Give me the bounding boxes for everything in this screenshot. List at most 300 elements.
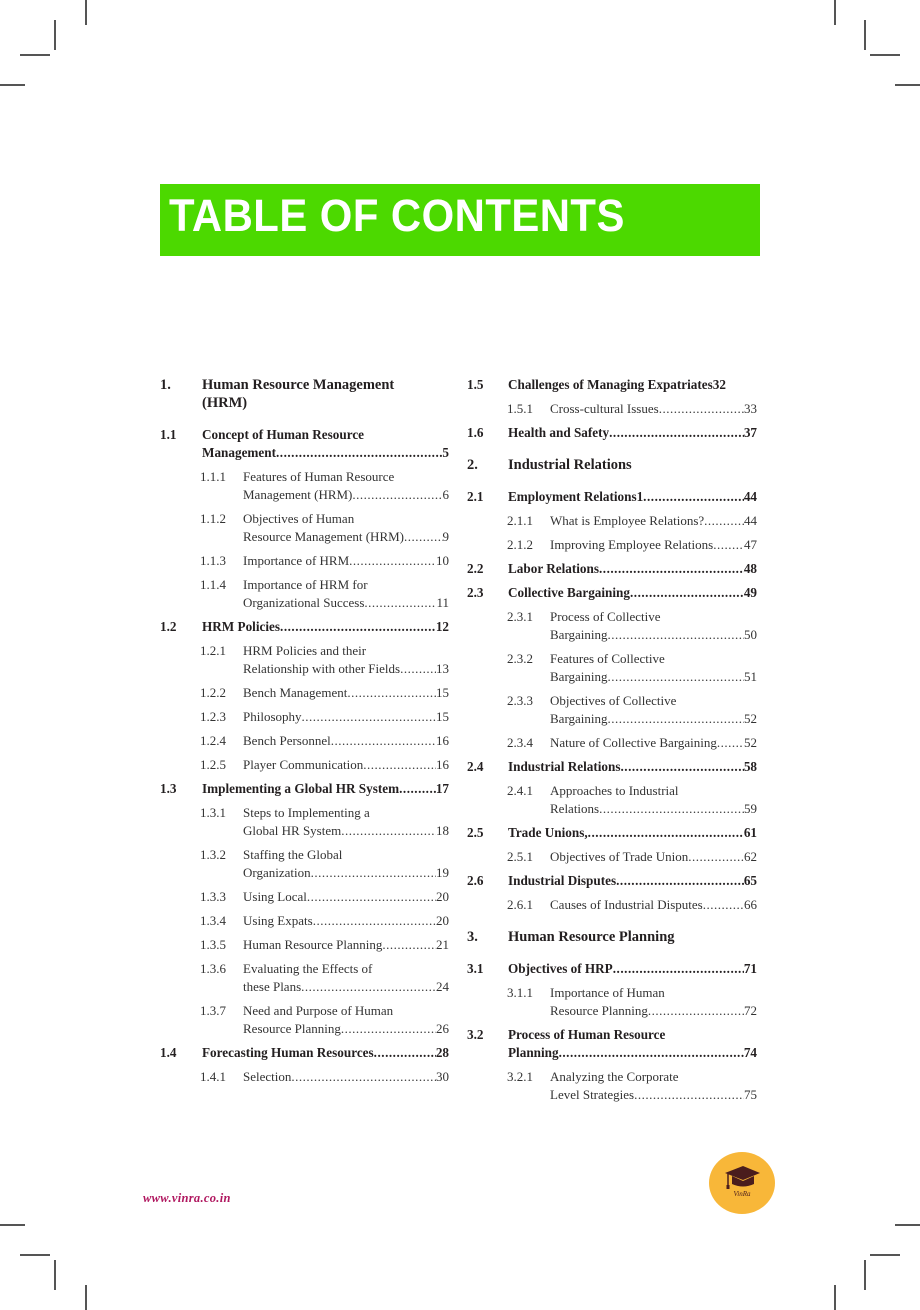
toc-title-line: Need and Purpose of Human [243,1003,394,1018]
toc-title-line: Human Resource Planning [243,937,383,952]
dot-leader [301,978,436,996]
toc-number: 1.1.2 [200,511,226,526]
page-number: 32 [712,377,726,392]
toc-number: 3.1.1 [507,985,533,1000]
dot-leader [341,1020,436,1038]
dot-leader [634,1086,744,1104]
dot-leader [659,400,744,418]
page-number: 19 [436,865,449,880]
toc-section[interactable] [160,618,449,636]
toc-column-right [467,376,757,1110]
dot-leader [703,896,744,914]
toc-title-line: Health and Safety [508,425,610,440]
page-number: 12 [435,619,449,634]
toc-title-line: Features of Human Resource [243,469,395,484]
toc-title [550,1068,757,1104]
toc-title-line: Objectives of Collective [550,693,677,708]
toc-title-line: Collective Bargaining [508,585,630,600]
dot-leader [374,1044,436,1062]
toc-section[interactable] [467,584,757,602]
page-number: 72 [744,1003,757,1018]
toc-number: 1.3.6 [200,961,226,976]
toc-title [550,650,757,686]
toc-subsection[interactable] [160,684,449,702]
page-number: 30 [436,1069,449,1084]
toc-subsection[interactable] [160,708,449,726]
graduation-cap-icon [723,1164,761,1190]
toc-section[interactable] [160,1044,449,1062]
toc-number: 3.2.1 [507,1069,533,1084]
toc-number: 2.1 [467,489,484,504]
toc-number: 2.3.4 [507,735,533,750]
toc-number: 2.2 [467,561,484,576]
page-number: 15 [436,709,449,724]
toc-title-line: Level Strategies [550,1087,635,1102]
dot-leader [717,734,744,752]
toc-title [243,804,449,840]
toc-subsection[interactable] [160,804,449,840]
page-number: 71 [743,961,757,976]
toc-title [550,536,757,554]
toc-title-line: Process of Human Resource [508,1027,666,1042]
crop-mark [895,1224,920,1226]
toc-title [243,552,449,570]
toc-number: 1.3.2 [200,847,226,862]
toc-title-line: Objectives of Human [243,511,355,526]
toc-title [243,756,449,774]
dot-leader [302,708,436,726]
toc-title-line: Bargaining [550,627,608,642]
toc-title-line: Objectives of HRP [508,961,613,976]
toc-title-line: Staffing the Global [243,847,343,862]
page-number: 61 [743,825,757,840]
page-number: 51 [744,669,757,684]
toc-title [202,1044,449,1062]
toc-title-line: Importance of HRM for [243,577,368,592]
toc-number: 1.2.2 [200,685,226,700]
toc-title [243,732,449,750]
toc-title-line: Industrial Relations [508,759,621,774]
toc-number: 2.6 [467,873,484,888]
toc-title-line: Organizational Success [243,595,365,610]
crop-mark [870,1254,900,1256]
crop-mark [54,1260,56,1290]
page-number: 62 [744,849,757,864]
dot-leader [599,560,744,578]
page-number: 49 [743,585,757,600]
toc-number: 1.6 [467,425,484,440]
toc-subsection[interactable] [160,468,449,504]
toc-number: 2. [467,457,478,473]
dot-leader [713,536,744,554]
toc-title-line: Industrial Relations [508,457,632,473]
dot-leader [280,618,436,636]
toc-number: 2.4 [467,759,484,774]
toc-title [243,642,449,678]
toc-subsection[interactable] [467,608,757,644]
toc-title [508,758,757,776]
toc-title-line: Bargaining [550,711,608,726]
crop-mark [870,54,900,56]
page-number: 11 [436,595,449,610]
toc-title [508,584,757,602]
toc-number: 1.3 [160,781,177,796]
crop-mark [54,20,56,50]
page-number: 24 [436,979,449,994]
toc-title [202,780,449,798]
page-number: 37 [743,425,757,440]
page-number: 66 [744,897,757,912]
toc-title-line: Labor Relations [508,561,599,576]
toc-title-line: Player Communication [243,757,364,772]
page-number: 58 [743,759,757,774]
toc-title-line: Nature of Collective Bargaining [550,735,717,750]
toc-title-line: (HRM) [202,395,248,411]
page-number: 6 [442,487,449,502]
toc-title [508,1026,757,1062]
toc-subsection[interactable] [160,510,449,546]
page-number: 28 [435,1045,449,1060]
toc-title-line: Resource Management (HRM) [243,529,405,544]
page-title: TABLE OF CONTENTS [169,190,625,241]
toc-title-line: Cross-cultural Issues [550,401,659,416]
toc-title [508,928,757,946]
toc-subsection[interactable] [160,642,449,678]
dot-leader [399,780,436,798]
toc-title [202,618,449,636]
dot-leader [643,488,744,506]
crop-mark [864,1260,866,1290]
crop-mark [834,0,836,25]
toc-title [243,576,449,612]
toc-section[interactable] [160,780,449,798]
toc-number: 3.1 [467,961,484,976]
toc-subsection[interactable] [160,888,449,906]
toc-title [243,960,449,996]
toc-subsection[interactable] [467,400,757,418]
toc-subsection[interactable] [467,536,757,554]
toc-subsection[interactable] [160,846,449,882]
toc-title [550,782,757,818]
crop-mark [85,1285,87,1310]
page-number: 10 [436,553,449,568]
toc-number: 2.3 [467,585,484,600]
toc-number: 1.2.4 [200,733,226,748]
toc-subsection[interactable] [160,756,449,774]
toc-number: 2.5 [467,825,484,840]
toc-subsection[interactable] [160,912,449,930]
page-number: 74 [743,1045,757,1060]
toc-subsection[interactable] [467,734,757,752]
toc-number: 2.3.1 [507,609,533,624]
toc-title-line: Using Local [243,889,307,904]
toc-number: 1.5 [467,377,484,392]
toc-subsection[interactable] [160,552,449,570]
dot-leader [608,710,744,728]
dot-leader [688,848,744,866]
toc-number: 1.4.1 [200,1069,226,1084]
toc-title [243,684,449,702]
toc-subsection[interactable] [467,848,757,866]
page-number: 47 [744,537,757,552]
toc-title [550,400,757,418]
toc-title [550,984,757,1020]
toc-title-line: HRM Policies [202,619,281,634]
toc-title-line: Planning [508,1045,559,1060]
toc-title [550,848,757,866]
toc-subsection[interactable] [467,692,757,728]
toc-number: 1.2.3 [200,709,226,724]
page-number: 52 [744,735,757,750]
page-number: 16 [436,733,449,748]
toc-subsection[interactable] [467,782,757,818]
page-number: 44 [743,489,757,504]
toc-title [550,608,757,644]
toc-number: 1.2.5 [200,757,226,772]
publisher-logo [709,1152,775,1214]
toc-title-line: Steps to Implementing a [243,805,370,820]
toc-title [508,824,757,842]
toc-title-line: Bargaining [550,669,608,684]
page-number: 44 [744,513,757,528]
toc-title [202,376,449,412]
toc-title-line: Causes of Industrial Disputes [550,897,703,912]
toc-title [508,376,757,394]
page-number: 18 [436,823,449,838]
toc-number: 1.3.4 [200,913,226,928]
toc-number: 2.5.1 [507,849,533,864]
toc-title-line: Features of Collective [550,651,665,666]
toc-title-line: Analyzing the Corporate [550,1069,679,1084]
toc-title-line: Selection [243,1069,292,1084]
toc-title-line: Implementing a Global HR System [202,781,400,796]
toc-number: 1.3.1 [200,805,226,820]
dot-leader [613,960,744,978]
toc-section[interactable] [467,960,757,978]
toc-number: 1. [160,377,171,393]
toc-number: 1.1.1 [200,469,226,484]
crop-mark [85,0,87,25]
toc-title-line: Organization [243,865,311,880]
toc-title-line: Using Expats [243,913,313,928]
toc-title-line: Global HR System [243,823,342,838]
crop-mark [864,20,866,50]
dot-leader [704,512,744,530]
toc-title-line: Objectives of Trade Union [550,849,689,864]
page-number: 52 [744,711,757,726]
toc-title [243,936,449,954]
dot-leader [349,552,436,570]
dot-leader [307,888,436,906]
dot-leader [400,660,436,678]
toc-title-line: Concept of Human Resource [202,427,365,442]
dot-leader [364,594,436,612]
toc-title-line: What is Employee Relations? [550,513,705,528]
toc-section[interactable] [160,426,449,462]
toc-section[interactable] [467,376,757,394]
toc-subsection[interactable] [160,576,449,612]
dot-leader [276,444,442,462]
toc-number: 1.3.5 [200,937,226,952]
toc-title-line: Relationship with other Fields [243,661,401,676]
crop-mark [0,84,25,86]
toc-subsection[interactable] [160,732,449,750]
toc-number: 1.1 [160,427,177,442]
toc-number: 2.4.1 [507,783,533,798]
toc-title-line: Process of Collective [550,609,661,624]
toc-number: 2.6.1 [507,897,533,912]
toc-title [508,960,757,978]
toc-number: 1.4 [160,1045,177,1060]
dot-leader [341,822,436,840]
page-number: 16 [436,757,449,772]
toc-title [508,872,757,890]
toc-title [508,424,757,442]
crop-mark [895,84,920,86]
toc-title [243,1002,449,1038]
page-number: 15 [436,685,449,700]
toc-number: 1.3.7 [200,1003,226,1018]
page-number: 20 [436,889,449,904]
toc-title-line: Management [202,445,276,460]
toc-title-line: Improving Employee Relations [550,537,714,552]
toc-chapter[interactable] [160,376,449,412]
toc-title [508,456,757,474]
crop-mark [20,1254,50,1256]
toc-number: 1.1.3 [200,553,226,568]
dot-leader [620,758,743,776]
toc-title-line: HRM Policies and their [243,643,367,658]
dot-leader [363,756,436,774]
dot-leader [352,486,442,504]
toc-title-line: Resource Planning [550,1003,648,1018]
toc-subsection[interactable] [160,1002,449,1038]
dot-leader [616,872,744,890]
toc-title [550,734,757,752]
toc-section[interactable] [467,872,757,890]
toc-subsection[interactable] [160,960,449,996]
dot-leader [599,800,744,818]
page-number: 26 [436,1021,449,1036]
dot-leader [648,1002,744,1020]
toc-subsection[interactable] [467,984,757,1020]
toc-title-line: Human Resource Management [202,377,395,393]
toc-title-line: Bench Personnel [243,733,331,748]
toc-subsection[interactable] [160,936,449,954]
toc-number: 1.1.4 [200,577,226,592]
toc-section[interactable] [467,424,757,442]
toc-number: 2.1.1 [507,513,533,528]
toc-section[interactable] [467,1026,757,1062]
toc-title-line: these Plans [243,979,302,994]
toc-title-line: Challenges of Managing Expatriates [508,377,713,392]
toc-title-line: Resource Planning [243,1021,341,1036]
dot-leader [630,584,744,602]
logo-text: VinRa [733,1190,751,1198]
toc-section[interactable] [467,824,757,842]
page-number: 59 [744,801,757,816]
crop-mark [0,1224,25,1226]
toc-number: 1.5.1 [507,401,533,416]
toc-title [508,488,757,506]
toc-subsection[interactable] [467,1068,757,1104]
dot-leader [559,1044,744,1062]
dot-leader [588,824,744,842]
toc-title-line: Bench Management [243,685,348,700]
crop-mark [20,54,50,56]
dot-leader [382,936,436,954]
toc-title-line: Management (HRM) [243,487,353,502]
toc-title [243,1068,449,1086]
footer-url[interactable]: www.vinra.co.in [143,1191,231,1205]
dot-leader [608,626,744,644]
toc-section[interactable] [467,758,757,776]
page-number: 33 [744,401,757,416]
dot-leader [331,732,436,750]
dot-leader [609,424,744,442]
toc-title [550,896,757,914]
toc-title-line: Importance of Human [550,985,665,1000]
toc-title-line: Relations [550,801,600,816]
toc-title [243,912,449,930]
toc-number: 1.2.1 [200,643,226,658]
toc-title-line: Evaluating the Effects of [243,961,373,976]
page-number: 50 [744,627,757,642]
page-number: 65 [743,873,757,888]
dot-leader [311,864,436,882]
toc-title-line: Forecasting Human Resources [202,1045,374,1060]
toc-subsection[interactable] [467,896,757,914]
toc-title [550,512,757,530]
toc-number: 2.3.3 [507,693,533,708]
toc-title-line: Approaches to Industrial [550,783,679,798]
page-number: 9 [442,529,449,544]
dot-leader [347,684,436,702]
page-number: 5 [442,445,449,460]
toc-title-line: Trade Unions, [508,825,588,840]
toc-title [243,468,449,504]
toc-section[interactable] [467,560,757,578]
toc-title-line: Importance of HRM [243,553,350,568]
toc-title-line: Employment Relations1 [508,489,644,504]
toc-title [508,560,757,578]
toc-title-line: Philosophy [243,709,302,724]
toc-number: 1.2 [160,619,177,634]
page-number: 75 [744,1087,757,1102]
toc-chapter[interactable] [467,928,757,946]
page-number: 13 [436,661,449,676]
toc-column-left [160,376,449,1092]
dot-leader [313,912,436,930]
page-number: 17 [435,781,449,796]
toc-subsection[interactable] [467,650,757,686]
toc-title [202,426,449,462]
toc-section[interactable] [467,488,757,506]
toc-title [243,846,449,882]
toc-title [550,692,757,728]
toc-chapter[interactable] [467,456,757,474]
dot-leader [404,528,442,546]
toc-title [243,510,449,546]
toc-subsection[interactable] [160,1068,449,1086]
toc-subsection[interactable] [467,512,757,530]
title-band [160,184,760,256]
toc-number: 3.2 [467,1027,484,1042]
toc-title [243,708,449,726]
toc-title [243,888,449,906]
page-number: 20 [436,913,449,928]
toc-number: 1.3.3 [200,889,226,904]
